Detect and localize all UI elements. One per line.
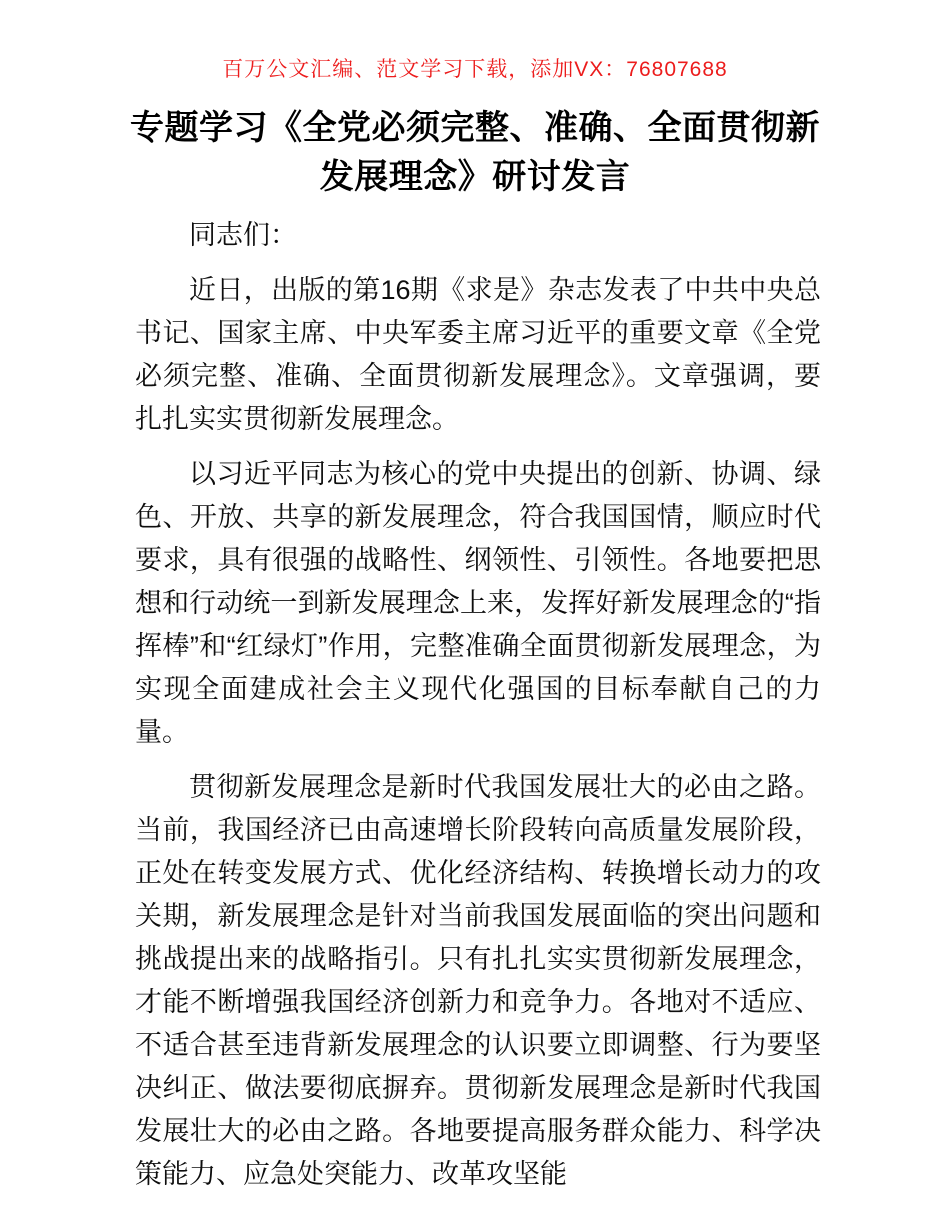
paragraph-3: 贯彻新发展理念是新时代我国发展壮大的必由之路。当前，我国经济已由高速增长阶段转向高质量发展阶段，正处在转变发展方式、优化经济结构、转换增长动力的攻关期，新发展理念是针对当前我国发展面临的突出问题和挑战提出来的战略指引。只有扎扎实实贯彻新发展理念，才能不断增强我国经济创新力和竞争力。各地对不适应、不适合甚至违背新发展理念的认识要立即调整、行为要坚决纠正、做法要彻底摒弃。贯彻新发展理念是新时代我国发展壮大的必由之路。各地要提高服务群众能力、科学决策能力、应急处突能力、改革攻坚能 [135,772,821,1189]
document-title [128,104,822,202]
document-title-line-1: 专题学习《全党必须完整、准确、全面贯彻新 [130,109,820,147]
document-title-line-2: 发展理念》研讨发言 [319,158,631,196]
watermark-ad-text: 百万公文汇编、范文学习下载，添加VX：76807688 [222,58,728,81]
document-body [135,214,821,1208]
salutation: 同志们： [189,220,297,250]
paragraph-1: 近日，出版的第16期《求是》杂志发表了中共中央总书记、国家主席、中央军委主席习近平的重要文章《全党必须完整、准确、全面贯彻新发展理念》。文章强调，要扎扎实实贯彻新发展理念。 [135,275,821,434]
paragraph-2: 以习近平同志为核心的党中央提出的创新、协调、绿色、开放、共享的新发展理念，符合我国国情，顺应时代要求，具有很强的战略性、纲领性、引领性。各地要把思想和行动统一到新发展理念上来，发挥好新发展理念的“指挥棒”和“红绿灯”作用，完整准确全面贯彻新发展理念，为实现全面建成社会主义现代化强国的目标奉献自己的力量。 [135,459,821,747]
